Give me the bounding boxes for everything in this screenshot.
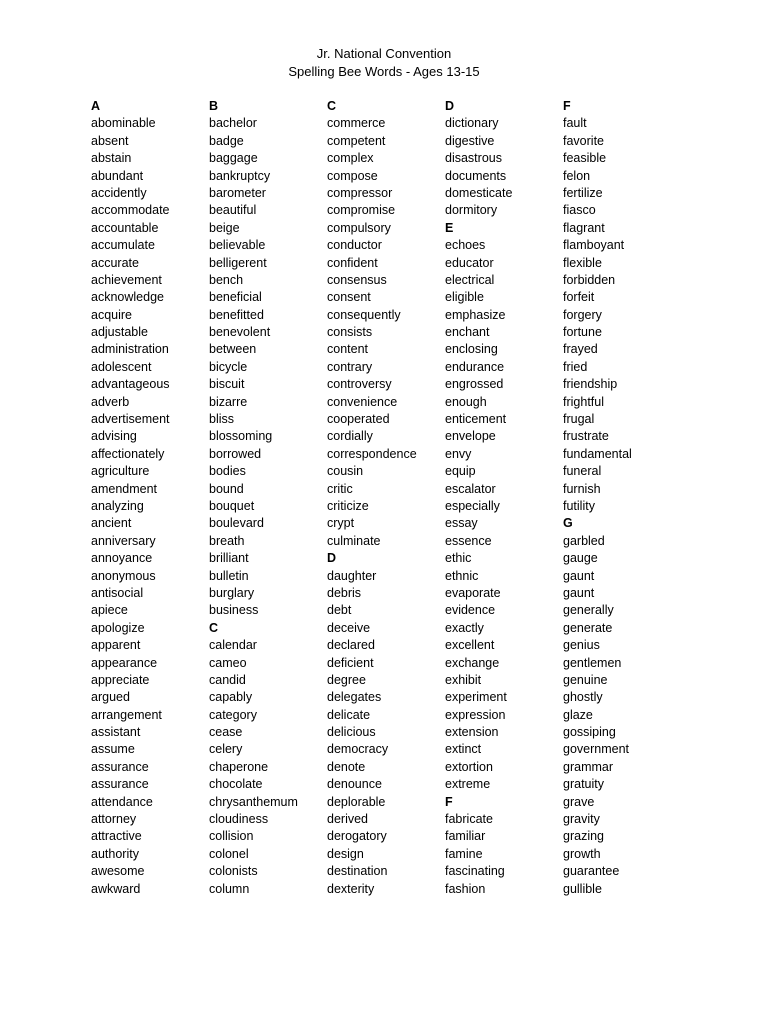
word-column-4 [445,98,563,898]
word-entry: blossoming [209,429,273,444]
word-entry: advertisement [91,412,170,427]
word-entry: absent [91,133,129,148]
word-entry: frustrate [563,429,609,444]
word-entry: envy [445,446,472,461]
word-entry: business [209,603,259,618]
word-entry: accountable [91,220,159,235]
word-entry: futility [563,498,595,513]
word-entry: cease [209,725,243,740]
word-entry: fault [563,116,587,131]
word-entry: degree [327,672,366,687]
word-entry: fashion [445,881,486,896]
word-entry: achievement [91,272,162,287]
word-entry: emphasize [445,307,506,322]
word-entry: delegates [327,690,382,705]
word-entry: glaze [563,707,593,722]
word-entry: boulevard [209,516,264,531]
word-entry: gullible [563,881,602,896]
word-entry: accommodate [91,203,170,218]
word-entry: beneficial [209,290,262,305]
word-entry: bachelor [209,116,257,131]
word-entry: badge [209,133,244,148]
word-entry: forgery [563,307,602,322]
word-entry: apologize [91,620,145,635]
word-entry: cordially [327,429,373,444]
word-entry: fertilize [563,185,603,200]
word-entry: domesticate [445,185,513,200]
word-entry: attractive [91,829,142,844]
word-entry: bliss [209,412,235,427]
word-entry: acknowledge [91,290,164,305]
word-entry: educator [445,255,494,270]
word-entry: disastrous [445,151,502,166]
letter-heading: G [563,516,573,531]
word-entry: colonists [209,864,258,879]
word-entry: barometer [209,185,266,200]
word-entry: accumulate [91,238,155,253]
word-entry: favorite [563,133,604,148]
document-subtitle: Spelling Bee Words - Ages 13-15 [288,63,480,79]
word-entry: contrary [327,359,373,374]
word-entry: endurance [445,359,505,374]
word-entry: delicious [327,725,376,740]
word-entry: apiece [91,603,128,618]
word-entry: between [209,342,257,357]
word-entry: complex [327,151,374,166]
word-entry: fabricate [445,812,493,827]
word-entry: believable [209,238,266,253]
word-entry: funeral [563,464,602,479]
word-entry: gaunt [563,568,595,583]
word-entry: gossiping [563,725,616,740]
word-entry: daughter [327,568,377,583]
word-entry: authority [91,846,139,861]
word-entry: gentlemen [563,655,622,670]
word-entry: compulsory [327,220,391,235]
word-entry: adolescent [91,359,152,374]
word-entry: benefitted [209,307,264,322]
letter-heading: C [327,99,337,113]
word-column-1 [91,98,209,898]
word-entry: grave [563,794,595,809]
word-entry: apparent [91,638,141,653]
word-entry: frightful [563,394,604,409]
word-entry: argued [91,690,130,705]
word-column-5 [563,98,681,898]
word-entry: expression [445,707,506,722]
word-entry: experiment [445,690,507,705]
word-entry: content [327,342,369,357]
word-entry: assistant [91,725,141,740]
word-entry: denote [327,759,366,774]
letter-heading: C [209,620,219,635]
word-columns [0,98,768,898]
word-entry: bodies [209,464,246,479]
word-entry: essence [445,533,492,548]
word-entry: consequently [327,307,401,322]
word-entry: arrangement [91,707,162,722]
word-entry: genuine [563,672,608,687]
word-entry: deplorable [327,794,386,809]
word-entry: anonymous [91,568,156,583]
word-entry: government [563,742,630,757]
word-entry: candid [209,672,246,687]
word-entry: derogatory [327,829,387,844]
word-entry: enchant [445,325,490,340]
word-entry: assurance [91,759,149,774]
letter-heading: F [563,99,571,113]
word-entry: equip [445,464,476,479]
word-entry: essay [445,516,478,531]
word-entry: compose [327,168,378,183]
word-entry: beige [209,220,240,235]
word-entry: escalator [445,481,496,496]
word-entry: chocolate [209,777,263,792]
word-entry: gauge [563,551,598,566]
word-entry: garbled [563,533,605,548]
word-entry: ethnic [445,568,479,583]
word-entry: competent [327,133,386,148]
word-entry: generally [563,603,614,618]
word-entry: calendar [209,638,257,653]
word-entry: debris [327,585,362,600]
word-entry: celery [209,742,243,757]
word-entry: bulletin [209,568,249,583]
word-entry: digestive [445,133,495,148]
word-entry: enough [445,394,487,409]
word-entry: collision [209,829,254,844]
letter-heading: B [209,99,219,113]
word-entry: engrossed [445,377,504,392]
word-entry: fundamental [563,446,632,461]
word-entry: friendship [563,377,618,392]
word-entry: accurate [91,255,139,270]
word-entry: assume [91,742,135,757]
word-entry: adverb [91,394,130,409]
word-entry: category [209,707,257,722]
word-entry: bankruptcy [209,168,271,183]
word-entry: especially [445,498,500,513]
word-entry: assurance [91,777,149,792]
word-entry: bound [209,481,244,496]
document-header [0,45,768,80]
word-entry: compressor [327,185,393,200]
word-entry: enclosing [445,342,498,357]
word-entry: criticize [327,498,369,513]
word-entry: fiasco [563,203,596,218]
word-entry: extortion [445,759,493,774]
word-entry: excellent [445,638,495,653]
word-entry: grazing [563,829,604,844]
letter-heading: D [445,99,455,113]
word-entry: affectionately [91,446,165,461]
word-entry: gaunt [563,585,595,600]
word-column-3 [327,98,445,898]
word-entry: awkward [91,881,141,896]
letter-heading: E [445,220,454,235]
word-entry: bicycle [209,359,248,374]
word-entry: advantageous [91,377,170,392]
word-entry: beautiful [209,203,257,218]
word-entry: abominable [91,116,156,131]
word-entry: dictionary [445,116,499,131]
word-entry: analyzing [91,498,144,513]
word-entry: controversy [327,377,392,392]
word-entry: dormitory [445,203,498,218]
word-entry: belligerent [209,255,267,270]
word-entry: extreme [445,777,491,792]
word-entry: critic [327,481,353,496]
letter-heading: F [445,794,453,809]
word-entry: attendance [91,794,153,809]
word-entry: fortune [563,325,602,340]
word-entry: consent [327,290,371,305]
word-entry: abundant [91,168,144,183]
word-entry: convenience [327,394,398,409]
word-entry: ancient [91,516,132,531]
word-entry: cloudiness [209,812,269,827]
word-entry: democracy [327,742,389,757]
word-entry: advising [91,429,137,444]
word-entry: chaperone [209,759,269,774]
word-entry: adjustable [91,325,148,340]
word-entry: eligible [445,290,484,305]
word-entry: evidence [445,603,496,618]
word-entry: electrical [445,272,495,287]
word-entry: flexible [563,255,602,270]
word-entry: colonel [209,846,249,861]
word-entry: evaporate [445,585,501,600]
word-column-2 [209,98,327,898]
word-entry: cameo [209,655,247,670]
word-entry: brilliant [209,551,249,566]
word-entry: bench [209,272,244,287]
word-entry: capably [209,690,253,705]
word-entry: amendment [91,481,158,496]
word-entry: ghostly [563,690,603,705]
word-entry: frayed [563,342,598,357]
word-entry: extinct [445,742,482,757]
word-entry: exhibit [445,672,482,687]
word-entry: flagrant [563,220,605,235]
word-entry: forbidden [563,272,616,287]
word-entry: fascinating [445,864,505,879]
word-entry: compromise [327,203,396,218]
word-entry: documents [445,168,507,183]
word-entry: derived [327,812,368,827]
word-entry: conductor [327,238,382,253]
word-entry: abstain [91,151,132,166]
word-entry: deceive [327,620,371,635]
word-entry: exactly [445,620,484,635]
word-entry: consists [327,325,373,340]
word-entry: felon [563,168,591,183]
word-entry: commerce [327,116,386,131]
word-entry: gratuity [563,777,604,792]
word-entry: enticement [445,412,507,427]
word-entry: deficient [327,655,374,670]
word-entry: grammar [563,759,614,774]
word-entry: famine [445,846,483,861]
word-entry: design [327,846,364,861]
letter-heading: D [327,551,337,566]
word-entry: exchange [445,655,500,670]
word-entry: frugal [563,412,595,427]
word-entry: benevolent [209,325,271,340]
word-entry: gravity [563,812,600,827]
word-entry: fried [563,359,588,374]
word-entry: baggage [209,151,258,166]
letter-heading: A [91,99,101,113]
word-entry: growth [563,846,601,861]
word-entry: appreciate [91,672,150,687]
word-entry: antisocial [91,585,144,600]
word-entry: bizarre [209,394,248,409]
word-entry: annoyance [91,551,153,566]
word-entry: attorney [91,812,137,827]
word-entry: feasible [563,151,607,166]
word-entry: administration [91,342,169,357]
word-entry: burglary [209,585,255,600]
word-entry: furnish [563,481,601,496]
word-entry: cousin [327,464,364,479]
word-entry: envelope [445,429,496,444]
word-entry: awesome [91,864,145,879]
word-entry: agriculture [91,464,150,479]
word-entry: biscuit [209,377,245,392]
word-entry: bouquet [209,498,255,513]
word-entry: accidently [91,185,147,200]
word-entry: borrowed [209,446,262,461]
word-entry: culminate [327,533,381,548]
word-entry: generate [563,620,613,635]
word-entry: consensus [327,272,387,287]
word-entry: flamboyant [563,238,625,253]
word-entry: echoes [445,238,486,253]
word-entry: chrysanthemum [209,794,298,809]
word-entry: column [209,881,250,896]
word-entry: destination [327,864,388,879]
word-entry: debt [327,603,352,618]
word-entry: delicate [327,707,371,722]
word-entry: correspondence [327,446,417,461]
word-entry: cooperated [327,412,390,427]
word-entry: forfeit [563,290,595,305]
word-entry: appearance [91,655,158,670]
word-entry: crypt [327,516,355,531]
document-title: Jr. National Convention [316,46,452,61]
word-entry: anniversary [91,533,156,548]
word-entry: genius [563,638,600,653]
word-entry: familiar [445,829,486,844]
word-entry: acquire [91,307,132,322]
word-entry: extension [445,725,499,740]
word-entry: denounce [327,777,382,792]
word-entry: dexterity [327,881,375,896]
word-entry: confident [327,255,378,270]
word-entry: guarantee [563,864,620,879]
word-entry: declared [327,638,375,653]
word-entry: ethic [445,551,472,566]
word-entry: breath [209,533,245,548]
